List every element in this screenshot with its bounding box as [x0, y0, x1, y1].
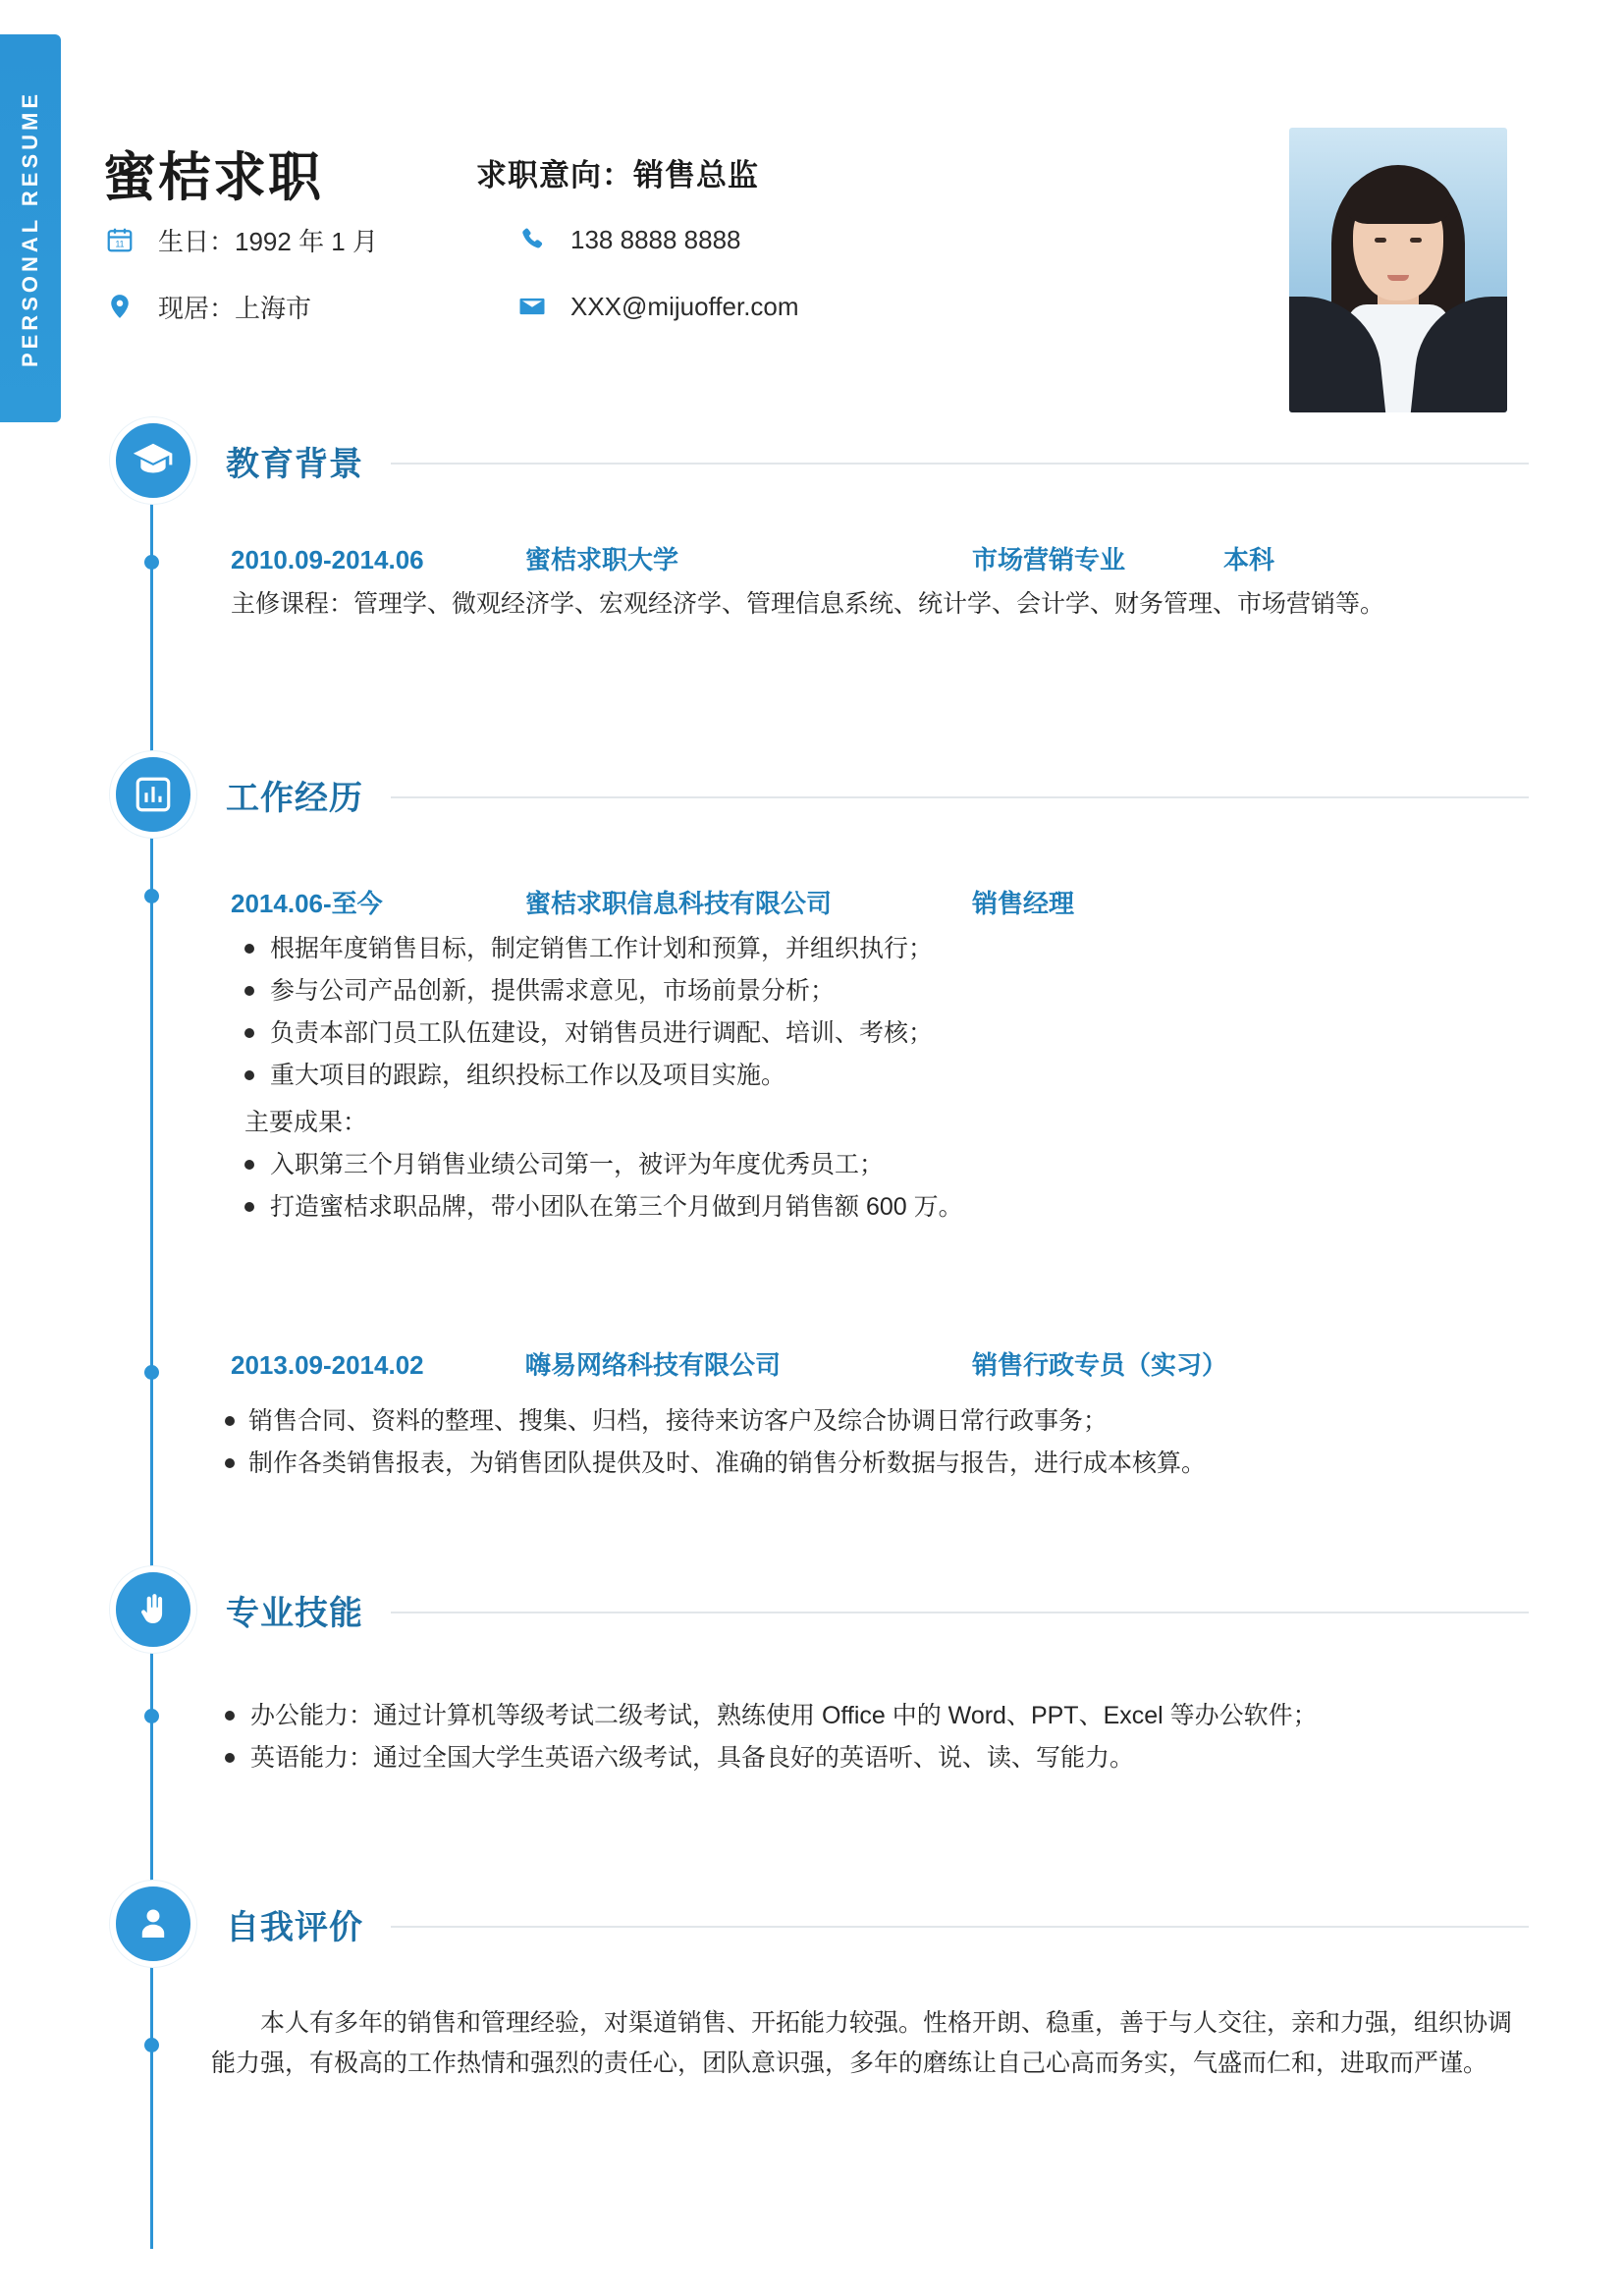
candidate-name: 蜜桔求职 — [103, 148, 323, 207]
work-entry-row — [231, 884, 1527, 920]
list-item: 重大项目的跟踪，组织投标工作以及项目实施。 — [231, 1055, 1527, 1097]
section-work-header — [110, 751, 1529, 838]
skills-list-wrap — [211, 1689, 1532, 1779]
education-entry — [231, 540, 1527, 625]
timeline-dot — [144, 889, 159, 903]
person-icon — [110, 1881, 196, 1967]
header — [93, 118, 1537, 412]
list-item: 参与公司产品创新，提供需求意见，市场前景分析； — [231, 970, 1527, 1012]
self-evaluation-text: 本人有多年的销售和管理经验，对渠道销售、开拓能力较强。性格开朗、稳重，善于与人交往，亲和力强，组织协调能力强，有极高的工作热情和强烈的责任心，团队意识强，多年的磨练让自己心高而务实，气盛而仁和，进取而严谨。 — [211, 2009, 1513, 2077]
work-achievements-list — [231, 1144, 1527, 1229]
section-self-evaluation-title: 自我评价 — [226, 1908, 363, 1946]
work-achievements-label: 主要成果： — [244, 1109, 368, 1136]
contact-phone — [515, 223, 1105, 256]
profile-photo — [1289, 128, 1507, 412]
work-duties-list — [231, 928, 1527, 1097]
skills-list — [211, 1695, 1532, 1779]
section-self-evaluation-header — [110, 1881, 1529, 1967]
contact-row — [103, 221, 1262, 258]
list-item: 打造蜜桔求职品牌，带小团队在第三个月做到月销售额 600 万。 — [231, 1186, 1527, 1229]
contact-row — [103, 288, 1262, 325]
work-duties-list — [211, 1400, 1532, 1485]
timeline-line — [150, 452, 153, 2249]
calendar-icon — [103, 223, 136, 256]
contact-location-label: 现居：上海市 — [158, 293, 312, 323]
list-item: 英语能力：通过全国大学生英语六级考试，具备良好的英语听、说、读、写能力。 — [211, 1737, 1532, 1779]
section-skills-header — [110, 1566, 1529, 1653]
section-work-title: 工作经历 — [226, 779, 363, 817]
list-item: 销售合同、资料的整理、搜集、归档，接待来访客户及综合协调日常行政事务； — [211, 1400, 1532, 1443]
work-date: 2014.06-至今 — [231, 889, 383, 918]
timeline-dot — [144, 1709, 159, 1723]
list-item: 负责本部门员工队伍建设，对销售员进行调配、培训、考核； — [231, 1012, 1527, 1055]
hand-skill-icon — [110, 1566, 196, 1653]
contact-location — [103, 289, 515, 325]
section-divider — [391, 796, 1529, 798]
education-major: 市场营销专业 — [972, 545, 1126, 574]
education-courses: 主修课程：管理学、微观经济学、宏观经济学、管理信息系统、统计学、会计学、财务管理、市场营销等。 — [231, 590, 1385, 618]
work-entry-2 — [231, 1345, 1527, 1390]
contact-birthday-label: 生日：1992 年 1 月 — [158, 226, 378, 256]
education-school: 蜜桔求职大学 — [525, 545, 679, 574]
section-divider — [391, 463, 1529, 465]
contact-grid — [103, 221, 1262, 355]
contact-birthday — [103, 222, 515, 258]
email-icon — [515, 290, 549, 323]
section-skills-title: 专业技能 — [226, 1594, 363, 1632]
svg-text:11: 11 — [115, 239, 125, 249]
side-banner — [0, 34, 61, 422]
self-evaluation-body — [211, 2003, 1532, 2083]
timeline-dot — [144, 2038, 159, 2052]
chart-bar-icon — [110, 751, 196, 838]
list-item: 办公能力：通过计算机等级考试二级考试，熟练使用 Office 中的 Word、PPT、Excel 等办公软件； — [211, 1695, 1532, 1737]
contact-phone-label: 138 8888 8888 — [570, 224, 741, 254]
work-entry-row — [231, 1345, 1527, 1382]
section-education-header — [110, 417, 1529, 504]
education-entry-row — [231, 540, 1527, 576]
work-entry-1 — [231, 884, 1527, 1229]
work-date: 2013.09-2014.02 — [231, 1350, 424, 1380]
list-item: 制作各类销售报表，为销售团队提供及时、准确的销售分析数据与报告，进行成本核算。 — [211, 1443, 1532, 1485]
list-item: 入职第三个月销售业绩公司第一，被评为年度优秀员工； — [231, 1144, 1527, 1186]
list-item: 根据年度销售目标，制定销售工作计划和预算，并组织执行； — [231, 928, 1527, 970]
work-company: 蜜桔求职信息科技有限公司 — [525, 889, 833, 918]
side-banner-label: PERSONAL RESUME — [18, 89, 42, 367]
phone-icon — [515, 223, 549, 256]
section-divider — [391, 1612, 1529, 1613]
work-role: 销售经理 — [972, 889, 1075, 918]
contact-email-label: XXX@mijuoffer.com — [570, 291, 799, 321]
work-role: 销售行政专员（实习） — [972, 1350, 1228, 1380]
education-date: 2010.09-2014.06 — [231, 545, 424, 574]
work-entry-2-duties — [211, 1394, 1532, 1485]
job-objective: 求职意向：销售总监 — [476, 158, 759, 192]
work-company: 嗨易网络科技有限公司 — [525, 1350, 782, 1380]
timeline-dot — [144, 1365, 159, 1380]
graduation-cap-icon — [110, 417, 196, 504]
section-divider — [391, 1926, 1529, 1928]
education-degree: 本科 — [1223, 545, 1275, 574]
contact-email — [515, 290, 1105, 323]
location-icon — [103, 290, 136, 323]
section-education-title: 教育背景 — [226, 445, 363, 483]
timeline-dot — [144, 555, 159, 570]
